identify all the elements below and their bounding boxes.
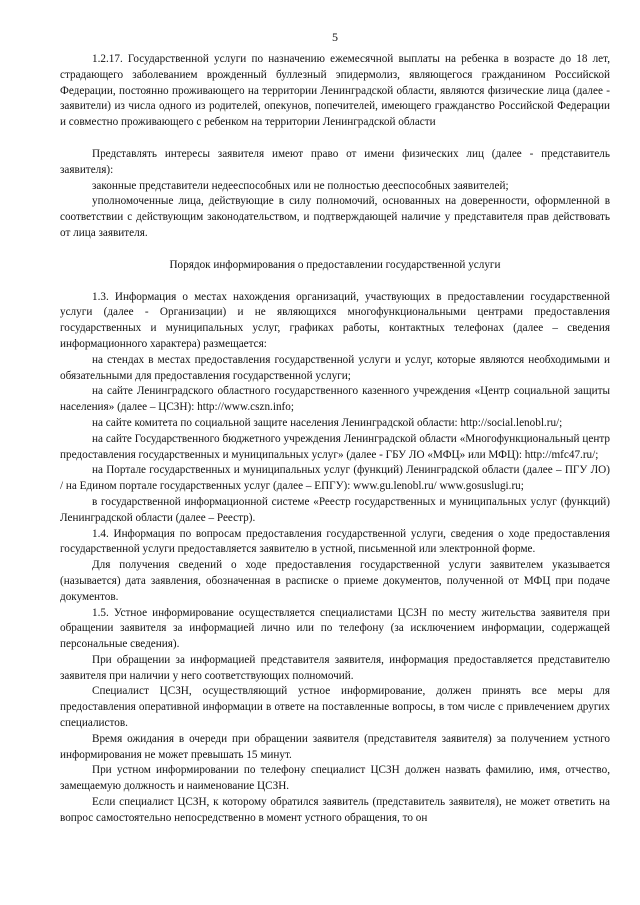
spacer bbox=[60, 274, 610, 290]
paragraph-committee-site: на сайте комитета по социальной защите населения Ленинградской области: http://social.lenobl.ru/; bbox=[92, 416, 563, 429]
paragraph-1-2-17: 1.2.17. Государственной услуги по назначению ежемесячной выплаты на ребенка в возрасте до 18 лет, страдающего заболеванием врожденный буллезный эпидермолиз, являющегося гражданином Российской Федерации, постоянно проживающего на территории Ленинградской области, являются физические лица (далее - заявители) из числа одного из родителей, опекунов, попечителей, имеющего гражданство Российской Федерации и совместно проживающего с ребенком на территории Ленинградской области bbox=[60, 53, 610, 129]
paragraph-cszn-site: на сайте Ленинградского областного государственного казенного учреждения «Центр социальной защиты населения» (далее – ЦСЗН): http://www.cszn.info; bbox=[60, 385, 610, 414]
paragraph-representative-info: При обращении за информацией представителя заявителя, информация предоставляется представителю заявителя при наличии у него соответствующих полномочий. bbox=[60, 653, 610, 682]
paragraph-progress-info: Для получения сведений о ходе предоставления государственной услуги заявителем указывается (называется) дата заявления, обозначенная в расписке о приеме документов, полученной от МФЦ при подаче документов. bbox=[60, 559, 610, 603]
paragraph-mfc-site: на сайте Государственного бюджетного учреждения Ленинградской области «Многофункциональный центр предоставления государственных и муниципальных услуг» (далее - ГБУ ЛО «МФЦ» или МФЦ): http://mfc47.ru/; bbox=[60, 432, 610, 461]
paragraph-portal: на Портале государственных и муниципальных услуг (функций) Ленинградской области (далее – ПГУ ЛО) / на Едином портале государственных услуг (далее – ЕПГУ): www.gu.lenobl.ru/ www.gosuslugi.ru; bbox=[60, 464, 610, 493]
paragraph-representatives-intro: Представлять интересы заявителя имеют право от имени физических лиц (далее - представитель заявителя): bbox=[60, 147, 610, 176]
paragraph-registry: в государственной информационной системе «Реестр государственных и муниципальных услуг (функций) Ленинградской области (далее – Реестр). bbox=[60, 495, 610, 524]
section-heading: Порядок информирования о предоставлении государственной услуги bbox=[169, 258, 501, 271]
paragraph-waiting-time: Время ожидания в очереди при обращении заявителя (представителя заявителя) за получением устного информирования не может превышать 15 минут. bbox=[60, 732, 610, 761]
paragraph-specialist-measures: Специалист ЦСЗН, осуществляющий устное информирование, должен принять все меры для предоставления оперативной информации в ответе на поставленные вопросы, в том числе с привлечением других специалистов. bbox=[60, 685, 610, 730]
paragraph-phone-info: При устном информировании по телефону специалист ЦСЗН должен назвать фамилию, имя, отчество, замещаемую должность и наименование ЦСЗН. bbox=[60, 764, 610, 793]
paragraph-1-3: 1.3. Информация о местах нахождения организаций, участвующих в предоставлении государственной услуги (далее - Организации) и не являющихся многофункциональными центрами предоставления государственных и муниципальных услуг, графиках работы, контактных телефонах (далее – сведения информационного характера) размещается: bbox=[60, 290, 610, 350]
paragraph-1-5: 1.5. Устное информирование осуществляется специалистами ЦСЗН по месту жительства заявителя при обращении заявителя за информацией лично или по телефону (за исключением информации, содержащей персональные сведения). bbox=[60, 606, 610, 651]
paragraph-cannot-answer: Если специалист ЦСЗН, к которому обратился заявитель (представитель заявителя), не может ответить на вопрос самостоятельно непосредственно в момент устного обращения, то он bbox=[60, 796, 610, 824]
spacer bbox=[60, 131, 610, 147]
paragraph-1-4: 1.4. Информация по вопросам предоставления государственной услуги, сведения о ходе предоставления государственной услуги предоставляется заявителю в устной, письменной или электронной форме. bbox=[60, 527, 610, 556]
paragraph-stands: на стендах в местах предоставления государственной услуги и услуг, которые являются необходимыми и обязательными для предоставления государственной услуги; bbox=[60, 353, 610, 382]
spacer bbox=[60, 242, 610, 258]
paragraph-legal-representatives: законные представители недееспособных или не полностью дееспособных заявителей; bbox=[92, 179, 509, 192]
page-number: 5 bbox=[332, 30, 338, 44]
paragraph-authorized-persons: уполномоченные лица, действующие в силу полномочий, основанных на доверенности, оформленной в соответствии с действующим законодательством, и подтверждающей наличие у представителя прав действовать от лица заявителя. bbox=[60, 195, 610, 239]
